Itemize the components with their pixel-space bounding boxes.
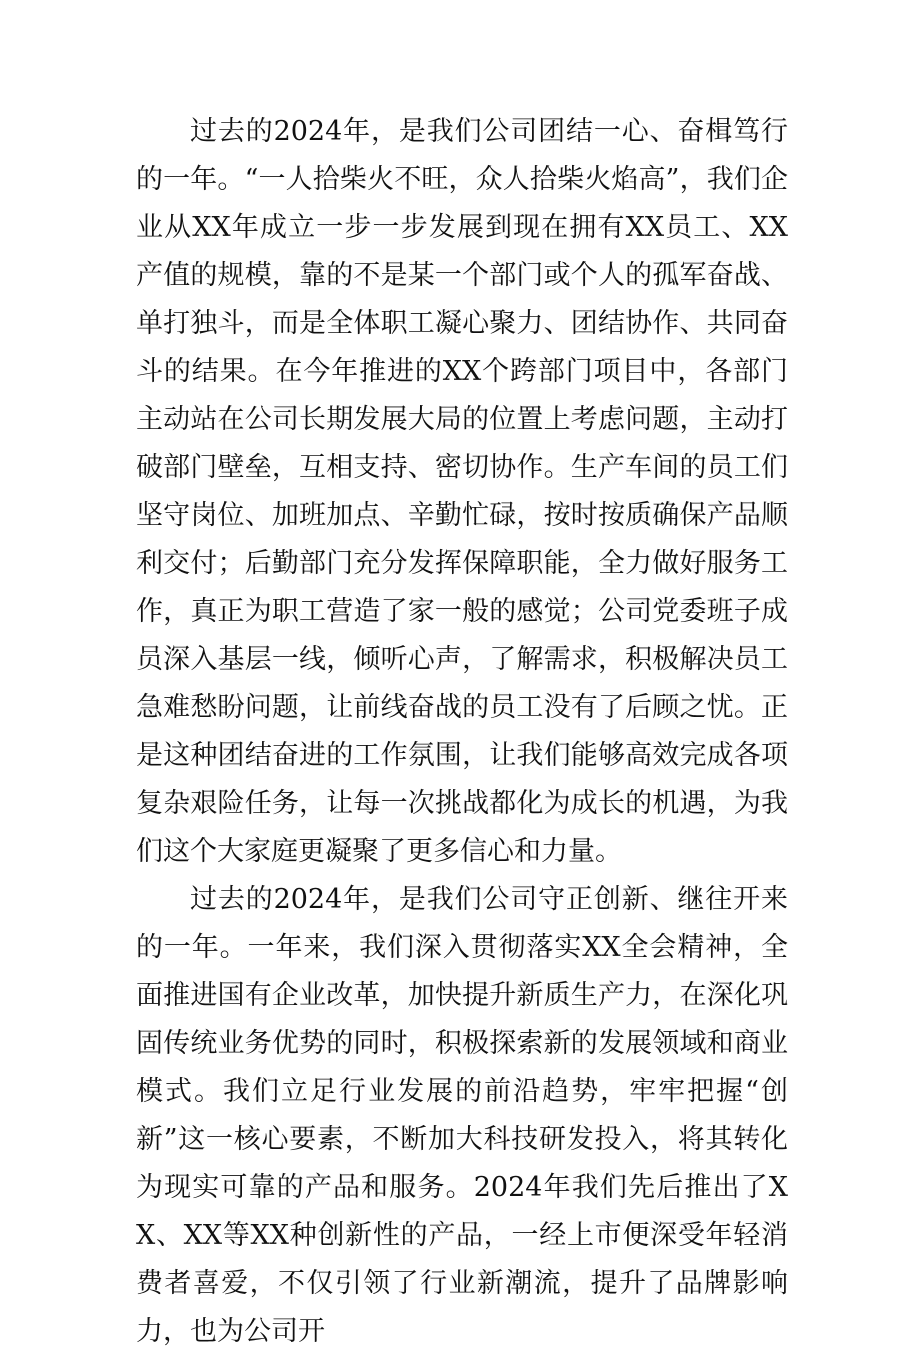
document-body — [136, 108, 788, 1356]
paragraph-innovation-year: 过去的2024年，是我们公司守正创新、继往开来的一年。一年来，我们深入贯彻落实XX全会精神，全面推进国有企业改革，加快提升新质生产力，在深化巩固传统业务优势的同时，积极探索新的发展领域和商业模式。我们立足行业发展的前沿趋势，牢牢把握“创新”这一核心要素，不断加大科技研发投入，将其转化为现实可靠的产品和服务。2024年我们先后推出了XX、XX等XX种创新性的产品，一经上市便深受年轻消费者喜爱，不仅引领了行业新潮流，提升了品牌影响力，也为公司开 — [136, 884, 788, 1347]
paragraph-unity-year: 过去的2024年，是我们公司团结一心、奋楫笃行的一年。“一人拾柴火不旺，众人拾柴火焰高”，我们企业从XX年成立一步一步发展到现在拥有XX员工、XX产值的规模，靠的不是某一个部门或个人的孤军奋战、单打独斗，而是全体职工凝心聚力、团结协作、共同奋斗的结果。在今年推进的XX个跨部门项目中，各部门主动站在公司长期发展大局的位置上考虑问题，主动打破部门壁垒，互相支持、密切协作。生产车间的员工们坚守岗位、加班加点、辛勤忙碌，按时按质确保产品顺利交付；后勤部门充分发挥保障职能，全力做好服务工作，真正为职工营造了家一般的感觉；公司党委班子成员深入基层一线，倾听心声，了解需求，积极解决员工急难愁盼问题，让前线奋战的员工没有了后顾之忧。正是这种团结奋进的工作氛围，让我们能够高效完成各项复杂艰险任务，让每一次挑战都化为成长的机遇，为我们这个大家庭更凝聚了更多信心和力量。 — [136, 116, 788, 867]
